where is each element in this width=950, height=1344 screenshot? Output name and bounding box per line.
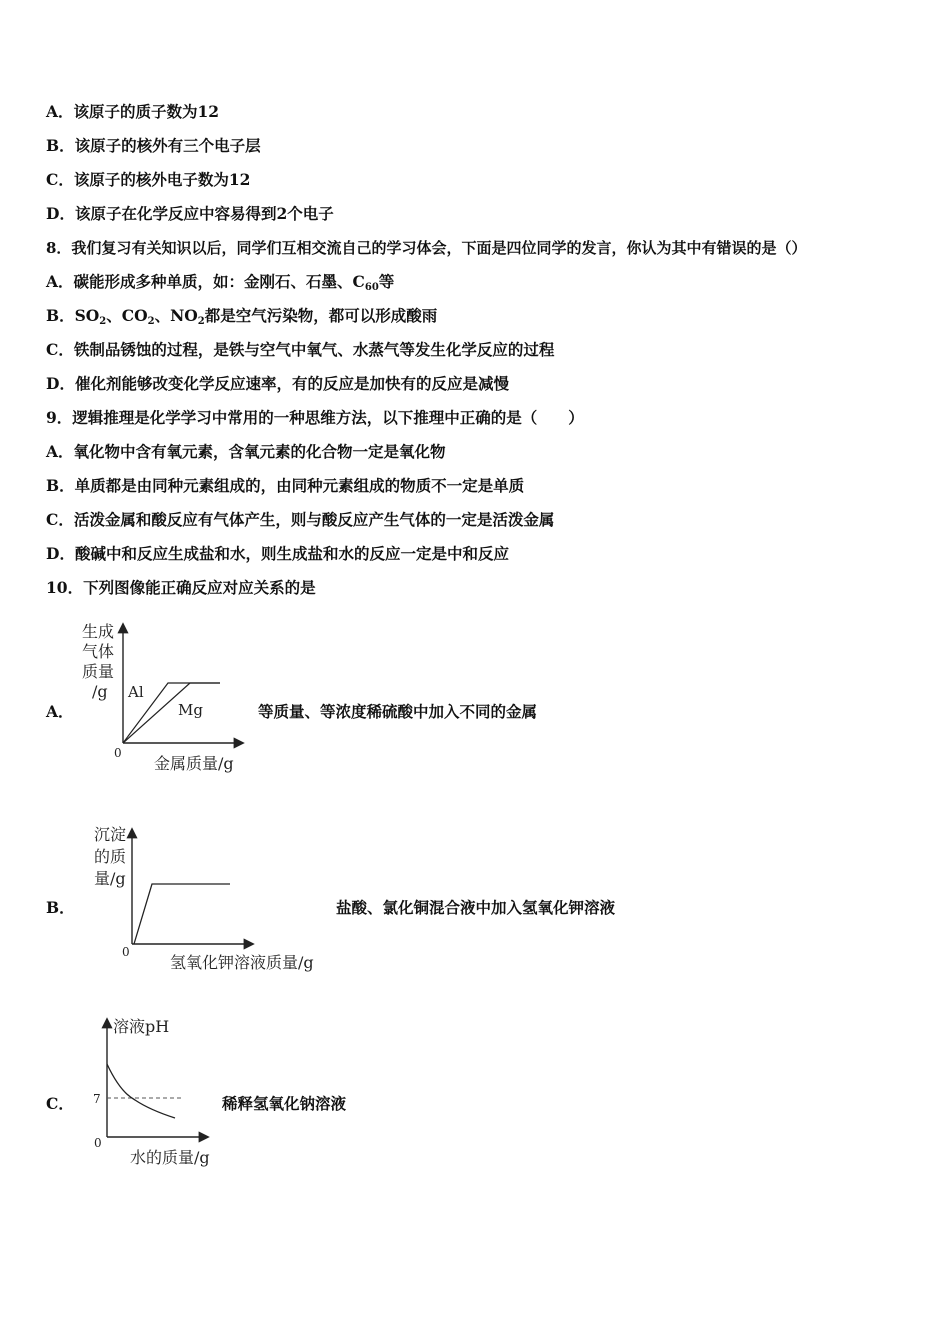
q8-option-a [46, 272, 394, 298]
graph-c-x-label: 水的质量/g [130, 1148, 210, 1167]
q10-option-c-description: 稀释氢氧化钠溶液 [222, 1094, 347, 1113]
q9-option-d: D．酸碱中和反应生成盐和水，则生成盐和水的反应一定是中和反应 [46, 544, 509, 563]
q7-option-b: B．该原子的核外有三个电子层 [46, 136, 261, 155]
graph-b-y-label-2: 的质 [94, 847, 127, 866]
q7-option-a: A．该原子的质子数为12 [46, 102, 220, 121]
graph-c-y-mark: 7 [93, 1092, 101, 1106]
graph-a-series-al: Al [128, 683, 144, 701]
graph-b-origin: 0 [122, 945, 130, 959]
q8-option-b-sub: 2 [197, 316, 205, 327]
graph-b-precipitate-line [134, 884, 230, 944]
graph-b [80, 820, 340, 980]
q10-option-c-label: C． [46, 1094, 74, 1113]
q8-option-b-part: B．SO [46, 306, 100, 325]
q10-option-b-description: 盐酸、氯化铜混合液中加入氢氧化钾溶液 [336, 898, 616, 917]
q10-option-a-description: 等质量、等浓度稀硫酸中加入不同的金属 [258, 702, 538, 721]
q9-stem: 9．逻辑推理是化学学习中常用的一种思维方法，以下推理中正确的是（ ） [46, 408, 584, 427]
graph-b-y-label-3: 量/g [94, 869, 126, 888]
q8-option-b [46, 306, 437, 332]
graph-a-series-mg: Mg [178, 701, 203, 719]
graph-c-origin: 0 [94, 1136, 102, 1150]
graph-b-y-label-1: 沉淀 [94, 825, 127, 844]
graph-c-y-label: 溶液pH [113, 1017, 170, 1036]
graph-a-origin: 0 [114, 746, 122, 760]
q8-stem: 8．我们复习有关知识以后，同学们互相交流自己的学习体会，下面是四位同学的发言，你认为其中有错误的是（） [46, 239, 807, 257]
graph-a-y-label-1: 生成 [82, 622, 115, 641]
q8-option-a-text: A．碳能形成多种单质，如：金刚石、石墨、C [46, 272, 365, 291]
q8-option-d: D．催化剂能够改变化学反应速率，有的反应是加快有的反应是减慢 [46, 374, 509, 393]
q10-option-b-label: B． [46, 898, 75, 917]
q8-option-c: C．铁制品锈蚀的过程，是铁与空气中氧气、水蒸气等发生化学反应的过程 [46, 340, 555, 359]
graph-a-x-label: 金属质量/g [154, 754, 234, 773]
q9-option-c: C．活泼金属和酸反应有气体产生，则与酸反应产生气体的一定是活泼金属 [46, 510, 555, 529]
graph-a-y-label-4: /g [92, 682, 108, 701]
q10-stem: 10．下列图像能正确反应对应关系的是 [46, 578, 316, 597]
graph-b-x-label: 氢氧化钾溶液质量/g [170, 953, 314, 972]
graph-c-ph-curve [107, 1064, 175, 1118]
q10-option-a-label: A． [46, 702, 74, 721]
q8-option-b-part: 、CO [106, 306, 148, 325]
q8-option-a-tail: 等 [378, 272, 395, 291]
q8-option-b-sub: 2 [147, 316, 155, 327]
q8-option-a-subscript: 60 [364, 282, 379, 293]
q9-option-b: B．单质都是由同种元素组成的，由同种元素组成的物质不一定是单质 [46, 476, 525, 495]
graph-a-y-label-3: 质量 [82, 662, 115, 681]
graph-a [70, 615, 270, 780]
q8-option-b-sub: 2 [99, 316, 107, 327]
q8-option-b-part: 、NO [154, 306, 198, 325]
q7-option-d: D．该原子在化学反应中容易得到2个电子 [46, 204, 334, 223]
q9-option-a: A．氧化物中含有氧元素，含氧元素的化合物一定是氧化物 [46, 442, 446, 461]
q8-option-b-part: 都是空气污染物，都可以形成酸雨 [204, 306, 438, 325]
graph-a-y-label-2: 气体 [82, 642, 115, 661]
q7-option-c: C．该原子的核外电子数为12 [46, 170, 251, 189]
